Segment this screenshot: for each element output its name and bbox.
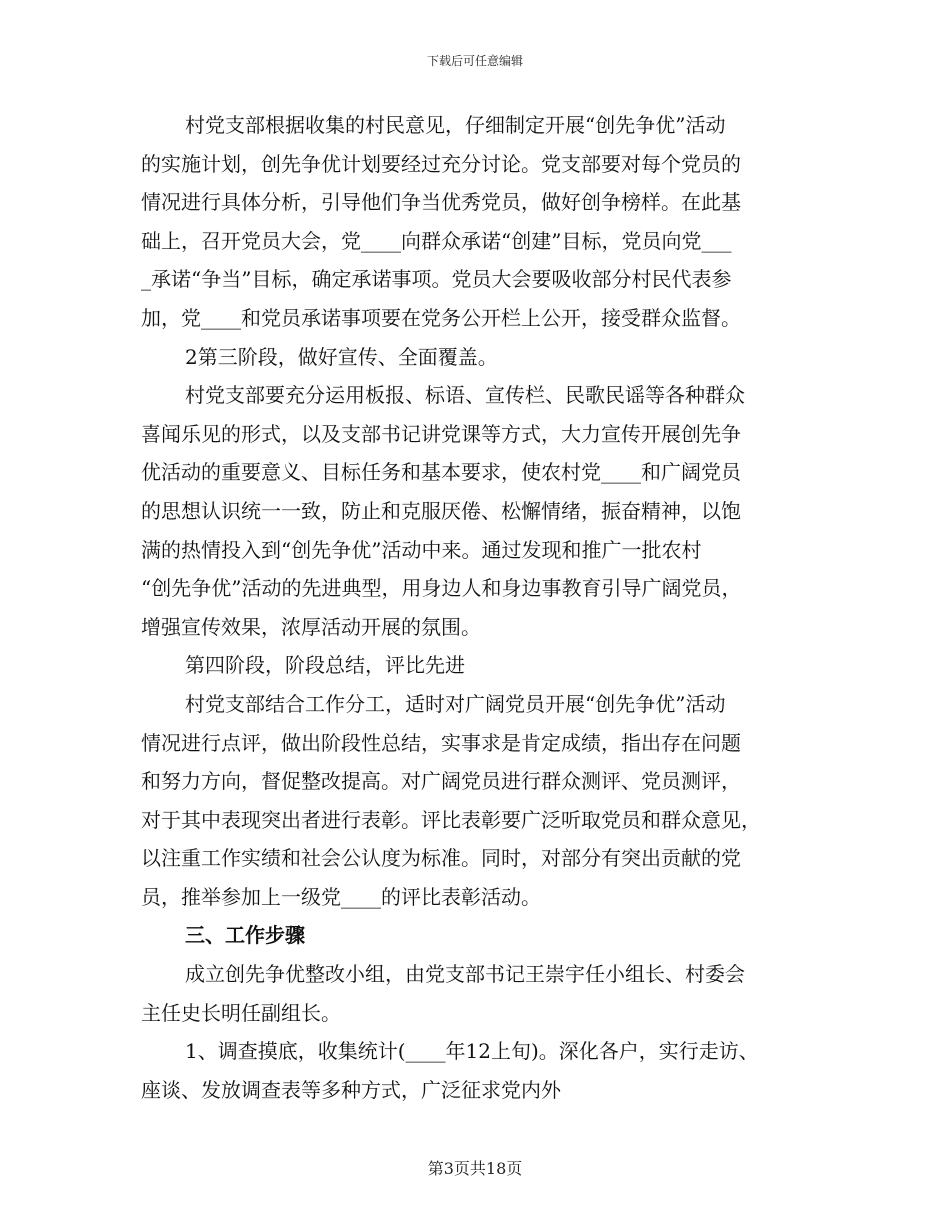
text-line: 村党支部结合工作分工，适时对广阔党员开展“创先争优”活动 [185, 691, 726, 716]
page-number: 第3页共18页 [427, 1159, 523, 1178]
text-line: 1、调查摸底，收集统计(____年12上旬)。深化各户，实行走访、 [185, 1039, 759, 1064]
text-line: 2第三阶段，做好宣传、全面覆盖。 [185, 344, 498, 369]
section-heading: 三、工作步骤 [185, 923, 305, 948]
text-line: “创先争优”活动的先进典型，用身边人和身边事教育引导广阔党员， [141, 576, 742, 601]
text-line: 和努力方向，督促整改提高。对广阔党员进行群众测评、党员测评， [141, 769, 741, 794]
text-line: 村党支部要充分运用板报、标语、宣传栏、民歌民谣等各种群众 [185, 383, 745, 408]
text-line: 成立创先争优整改小组，由党支部书记王崇宇任小组长、村委会 [185, 962, 745, 987]
text-line: 座谈、发放调查表等多种方式，广泛征求党内外 [141, 1077, 561, 1102]
page-header: 下载后可任意编辑 [426, 54, 523, 68]
text-line: 增强宣传效果，浓厚活动开展的氛围。 [141, 614, 481, 639]
text-line: 第四阶段，阶段总结，评比先进 [185, 653, 465, 678]
text-line: 情况进行点评，做出阶段性总结，实事求是肯定成绩，指出存在问题 [141, 730, 741, 755]
text-line: 喜闻乐见的形式，以及支部书记讲党课等方式，大力宣传开展创先争 [141, 421, 741, 446]
text-line: 的思想认识统一一致，防止和克服厌倦、松懈情绪，振奋精神，以饱 [141, 498, 741, 523]
text-line: 加，党____和党员承诺事项要在党务公开栏上公开，接受群众监督。 [141, 305, 741, 330]
text-line: 优活动的重要意义、目标任务和基本要求，使农村党____和广阔党员 [141, 460, 741, 485]
text-line: 员，推举参加上一级党____的评比表彰活动。 [141, 884, 541, 909]
document-body [141, 106, 809, 1109]
text-line: 情况进行具体分析，引导他们争当优秀党员，做好创争榜样。在此基 [141, 190, 741, 215]
text-line: 以注重工作实绩和社会公认度为标准。同时，对部分有突出贡献的党 [141, 846, 741, 871]
text-line: _承诺“争当”目标，确定承诺事项。党员大会要吸收部分村民代表参 [141, 267, 732, 292]
text-line: 主任史长明任副组长。 [141, 1000, 341, 1025]
text-line: 满的热情投入到“创先争优”活动中来。通过发现和推广一批农村 [141, 537, 702, 562]
text-line: 础上，召开党员大会，党____向群众承诺“创建”目标，党员向党___ [141, 228, 732, 253]
text-line: 对于其中表现突出者进行表彰。评比表彰要广泛听取党员和群众意见， [141, 807, 761, 832]
text-line: 村党支部根据收集的村民意见，仔细制定开展“创先争优”活动 [185, 113, 726, 137]
text-line: 的实施计划，创先争优计划要经过充分讨论。党支部要对每个党员的 [141, 151, 741, 176]
